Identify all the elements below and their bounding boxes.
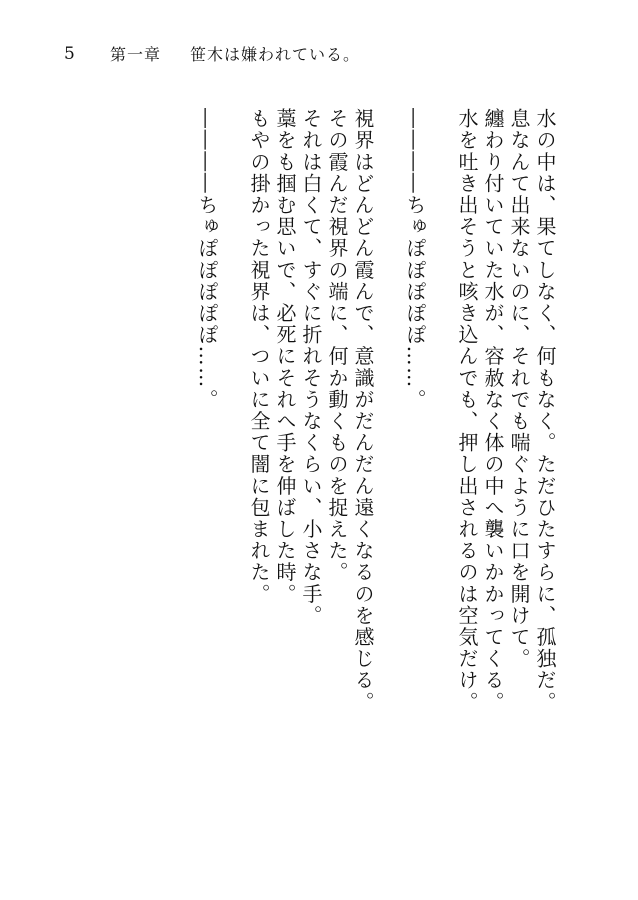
vertical-body-text (194, 108, 558, 713)
line-gap (428, 108, 454, 668)
text-line: 息なんて出来ないのに、それでも喘ぐように口を開けて。 (507, 108, 531, 670)
line-gap (220, 108, 246, 668)
chapter-label: 第一章 (110, 45, 162, 64)
text-line: その霞んだ視界の端に、何か動くものを捉えた。 (325, 108, 349, 584)
text-line: 水を吐き出そうと咳き込んでも、押し出されるのは空気だけ。 (455, 108, 479, 713)
line-gap (376, 108, 402, 668)
text-line: それは白くて、すぐに折れそうなくらい、小さな手。 (299, 108, 323, 627)
text-line: 纏わり付いていた水が、容赦なく体の中へ襲いかかってくる。 (481, 108, 505, 713)
text-line: 視界はどんどん霞んで、意識がだんだん遠くなるのを感じる。 (351, 108, 375, 713)
text-line: 藁をも掴む思いで、必死にそれへ手を伸ばした時。 (273, 108, 297, 605)
chapter-title: 笹木は嫌われている。 (190, 45, 361, 64)
text-line: 水の中は、果てしなく、何もなく。ただひたすらに、孤独だ。 (533, 108, 557, 713)
text-line: もやの掛かった視界は、ついに全て闇に包まれた。 (247, 108, 271, 605)
page-number: 5 (64, 44, 75, 64)
text-line: ――――ちゅぽぽぽぽぽ……。 (195, 108, 219, 411)
text-line: ――――ちゅぽぽぽぽぽ……。 (403, 108, 427, 411)
